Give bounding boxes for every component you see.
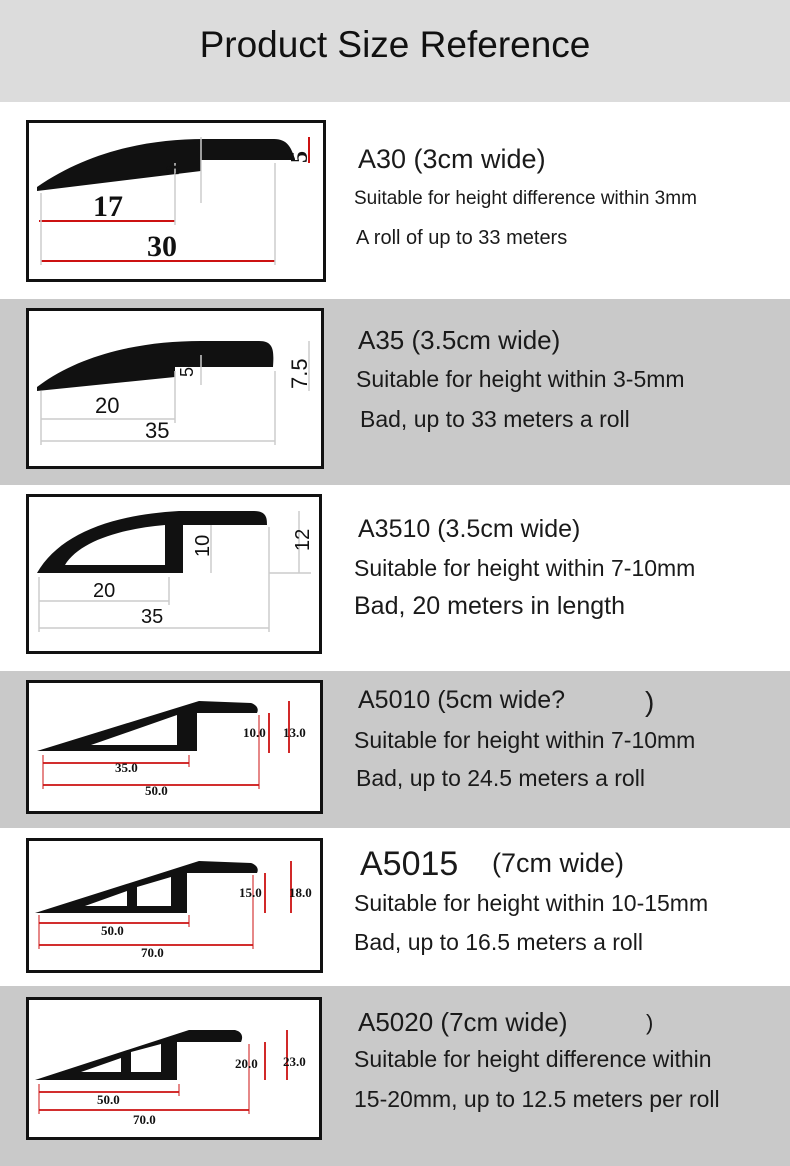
roll-spec: 15-20mm, up to 12.5 meters per roll	[354, 1086, 720, 1112]
outer-height-label: 5	[287, 151, 313, 163]
profile-diagram-a5010	[26, 680, 323, 814]
profile-shape	[37, 701, 258, 751]
profile-shape	[37, 341, 273, 391]
total-width-label: 30	[147, 230, 177, 263]
outer-height-label: 13.0	[283, 725, 306, 740]
profile-drawing	[29, 841, 320, 970]
inner-height-label: 10	[192, 534, 214, 557]
page-header	[0, 0, 790, 102]
product-row-a35	[0, 299, 790, 485]
profile-diagram-a5020	[26, 997, 322, 1140]
profile-diagram-a35	[26, 308, 324, 469]
profile-shape	[37, 511, 267, 573]
product-row-a30	[0, 102, 790, 299]
profile-shape	[35, 861, 258, 913]
roll-spec: Bad, up to 33 meters a roll	[360, 406, 630, 432]
height-spec: Suitable for height within 7-10mm	[354, 727, 696, 753]
product-row-a5015	[0, 828, 790, 986]
total-width-label: 70.0	[141, 945, 164, 960]
profile-drawing	[29, 1000, 319, 1137]
inner-height-label: 15.0	[239, 885, 262, 900]
inner-height-label: 3	[162, 165, 184, 175]
inner-height-label: 5	[177, 366, 197, 377]
model-name: A5010 (5cm wide?	[358, 686, 566, 714]
product-row-a5020	[0, 986, 790, 1166]
height-spec: Suitable for height within 3-5mm	[356, 366, 685, 392]
roll-spec: Bad, up to 16.5 meters a roll	[354, 929, 643, 955]
total-width-label: 70.0	[133, 1112, 156, 1127]
inner-width-label: 35.0	[115, 760, 138, 775]
outer-height-label: 23.0	[283, 1054, 306, 1069]
profile-shape	[35, 1030, 242, 1080]
height-spec: Suitable for height difference within 3mm	[354, 188, 697, 209]
inner-width-label: 50.0	[101, 923, 124, 938]
model-name: A35 (3.5cm wide)	[358, 325, 561, 355]
profile-drawing	[29, 497, 319, 651]
profile-diagram-a5015	[26, 838, 323, 973]
total-width-label: 50.0	[145, 783, 168, 798]
inner-height-label: 10.0	[243, 725, 266, 740]
inner-width-label: 20	[95, 393, 120, 418]
model-name: A5015	[360, 845, 459, 883]
outer-height-label: 7.5	[287, 358, 312, 389]
model-name: A30 (3cm wide)	[358, 144, 546, 174]
product-row-a5010	[0, 671, 790, 828]
roll-spec: A roll of up to 33 meters	[356, 227, 568, 249]
outer-height-label: 12	[292, 528, 314, 551]
inner-width-label: 50.0	[97, 1092, 120, 1107]
profile-shape	[37, 139, 295, 191]
page-title: Product Size Reference	[199, 24, 591, 65]
model-name: A3510 (3.5cm wide)	[358, 515, 581, 543]
total-width-label: 35	[145, 418, 170, 443]
total-width-label: 35	[141, 606, 164, 628]
inner-width-label: 20	[93, 580, 116, 602]
height-spec: Suitable for height within 10-15mm	[354, 890, 709, 916]
profile-drawing	[29, 683, 320, 811]
inner-width-label: 17	[93, 190, 123, 223]
model-name-suffix: (7cm wide)	[492, 848, 625, 878]
product-row-a3510	[0, 485, 790, 671]
roll-spec: Bad, 20 meters in length	[354, 592, 625, 620]
outer-height-label: 18.0	[289, 885, 312, 900]
profile-diagram-a3510	[26, 494, 322, 654]
roll-spec: Bad, up to 24.5 meters a roll	[356, 765, 645, 791]
inner-height-label: 20.0	[235, 1056, 258, 1071]
profile-drawing	[29, 123, 323, 279]
model-name-suffix: )	[645, 686, 655, 717]
model-name: A5020 (7cm wide)	[358, 1007, 568, 1037]
height-spec: Suitable for height within 7-10mm	[354, 555, 696, 581]
profile-diagram-a30	[26, 120, 326, 282]
profile-drawing	[29, 311, 321, 466]
model-name-suffix: )	[646, 1010, 654, 1035]
height-spec: Suitable for height difference within	[354, 1046, 712, 1072]
